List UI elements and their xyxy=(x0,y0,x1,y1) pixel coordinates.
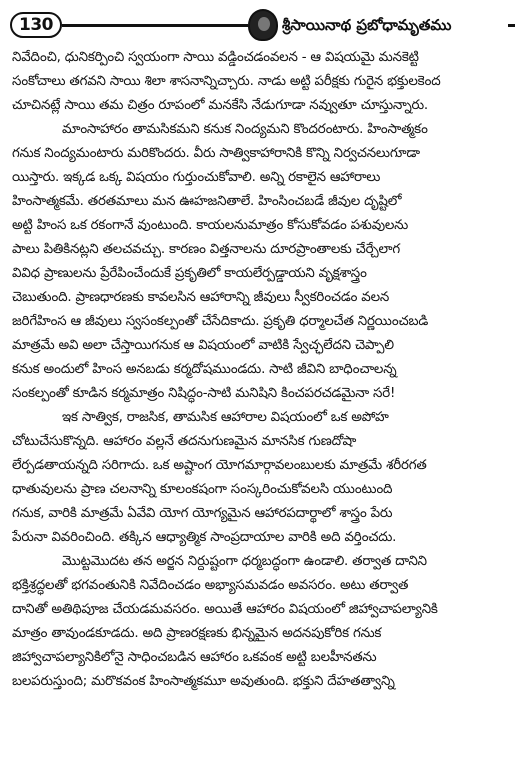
text-line: గనుక నింద్యమంటారు మరికొందరు. వీరు సాత్వికాహారానికి కొన్ని నిర్వచనలుగూడా xyxy=(12,146,420,161)
text-line: చూచినట్లే సాయి తమ చిత్రం రూపంలో మనకేసి నేడుగూడా నవ్వుతూ చూస్తున్నారు. xyxy=(12,98,428,113)
text-line: ధాతువులను ప్రాణ చలనాన్ని కూలంకషంగా సంస్కరించుకోవలసి యుంటుంది xyxy=(12,482,393,497)
book-title: శ్రీసాయినాథ ప్రబోధామృతము xyxy=(282,16,452,34)
text-line: పాలు పితికినట్లని తలచవచ్చు. కారణం విత్తనాలను దూరప్రాంతాలకు చేర్చేలాగ xyxy=(12,242,400,257)
text-line: గనుక, వారికి మాత్రమే ఏవేవి యోగ యోగ్యమైన ఆహారపదార్థాలో శాస్త్రం పేరు xyxy=(12,506,393,521)
text-line: సంకల్పంతో కూడిన కర్మమాత్రం నిషిద్ధం-సాటి మనిషిని కించపరచడమైనా సరే! xyxy=(12,386,396,401)
page-header xyxy=(10,12,515,40)
text-line: మొట్టమొదట తన అర్జన నిర్దుష్టంగా ధర్మబద్ధంగా ఉండాలి. తర్వాత దానిని xyxy=(62,554,427,569)
paragraph-2 xyxy=(12,118,516,406)
header-rule-left xyxy=(62,24,248,27)
text-line: కనుక అందులో హింస అనబడు కర్మదోషముండదు. సాటి జీవిని బాధించాలన్న xyxy=(12,362,397,377)
text-line: మాత్రం తావుండకూడదు. అది ప్రాణరక్షణకు భిన్నమైన అదనపుకోరిక గనుక xyxy=(12,626,382,641)
text-line: భక్తిశ్రద్ధలతో భగవంతునికి నివేదించడం అభ్యాసమవడం అవసరం. అటు తర్వాత xyxy=(12,578,409,593)
paragraph-4 xyxy=(12,550,516,694)
text-line: దానితో అతిథిపూజ చేయడమవసరం. అయితే ఆహారం విషయంలో జిహ్వాచాపల్యానికి xyxy=(12,602,438,617)
text-line: లేర్పడతాయన్నది సరిగాదు. ఒక అష్టాంగ యోగమార్గావలంబులకు మాత్రమే శరీరగత xyxy=(12,458,427,473)
paragraph-3 xyxy=(12,406,516,550)
text-line: చోటుచేసుకొన్నది. ఆహారం వల్లనే తదనుగుణమైన మానసిక గుణదోషా xyxy=(12,434,357,449)
text-line: జిహ్వాచాపల్యానికిలోనై సాధించబడిన ఆహారం ఒకవంక అట్టి బలహీనతను xyxy=(12,650,377,665)
page-number: 130 xyxy=(10,12,62,38)
text-line: నివేదించి, ధునికర్పించి స్వయంగా సాయి వడ్డించడంవలన - ఆ విషయమై మనకెట్టి xyxy=(12,50,419,65)
text-line: అట్టి హింస ఒక రకంగానే వుంటుంది. కాయలనుమాత్రం కోసుకోవడం పశువులను xyxy=(12,218,409,233)
text-line: యిస్తారు. ఇక్కడ ఒక్క విషయం గుర్తుంచుకోవాలి. అన్ని రకాలైన ఆహారాలు xyxy=(12,170,381,185)
paragraph-1 xyxy=(12,46,516,118)
sai-baba-portrait-icon xyxy=(248,9,278,41)
text-line: మాత్రమే అవి అలా చేస్తాయిగనుక ఆ విషయంలో వాటికి స్వేచ్ఛలేదని చెప్పాలి xyxy=(12,338,394,353)
text-line: ఇక సాత్విక, రాజసిక, తామసిక ఆహారాల విషయంలో ఒక అపోహ xyxy=(62,410,389,425)
text-line: మాంసాహారం తామసికమని కనుక నింద్యమని కొందరంటారు. హింసాత్మకం xyxy=(62,122,428,137)
text-line: జరిగేహింస ఆ జీవులు స్వసంకల్పంతో చేసేదికాదు. ప్రకృతి ధర్మాలచేత నిర్ణయించబడి xyxy=(12,314,429,329)
text-line: సంకోచాలు తగవని సాయి శిలా శాసనాన్నిచ్చారు. నాడు అట్టి పరీక్షకు గురైన భక్తులకెంద xyxy=(12,74,441,89)
header-rule-right xyxy=(508,24,515,27)
text-line: హింసాత్మకమే. తరతమాలు మన ఊహజనితాలే. హింసించబడే జీవుల దృష్టిలో xyxy=(12,194,402,209)
text-line: పేరునా వివరించింది. తక్కిన ఆధ్యాత్మిక సాంప్రదాయాల వారికి అది వర్తించదు. xyxy=(12,530,397,545)
text-line: చెబుతుంది. ప్రాణధారణకు కావలసిన ఆహారాన్ని జీవులు స్వీకరించడం వలన xyxy=(12,290,390,305)
page-body xyxy=(12,46,516,694)
text-line: బలపరుస్తుంది; మరొకవంక హింసాత్మకమూ అవుతుంది. భక్తుని దేహతత్వాన్ని xyxy=(12,674,395,689)
text-line: వివిధ ప్రాణులను ప్రేరేపించేందుకే ప్రకృతిలో కాయలేర్పడ్డాయని వృక్షశాస్త్రం xyxy=(12,266,367,281)
